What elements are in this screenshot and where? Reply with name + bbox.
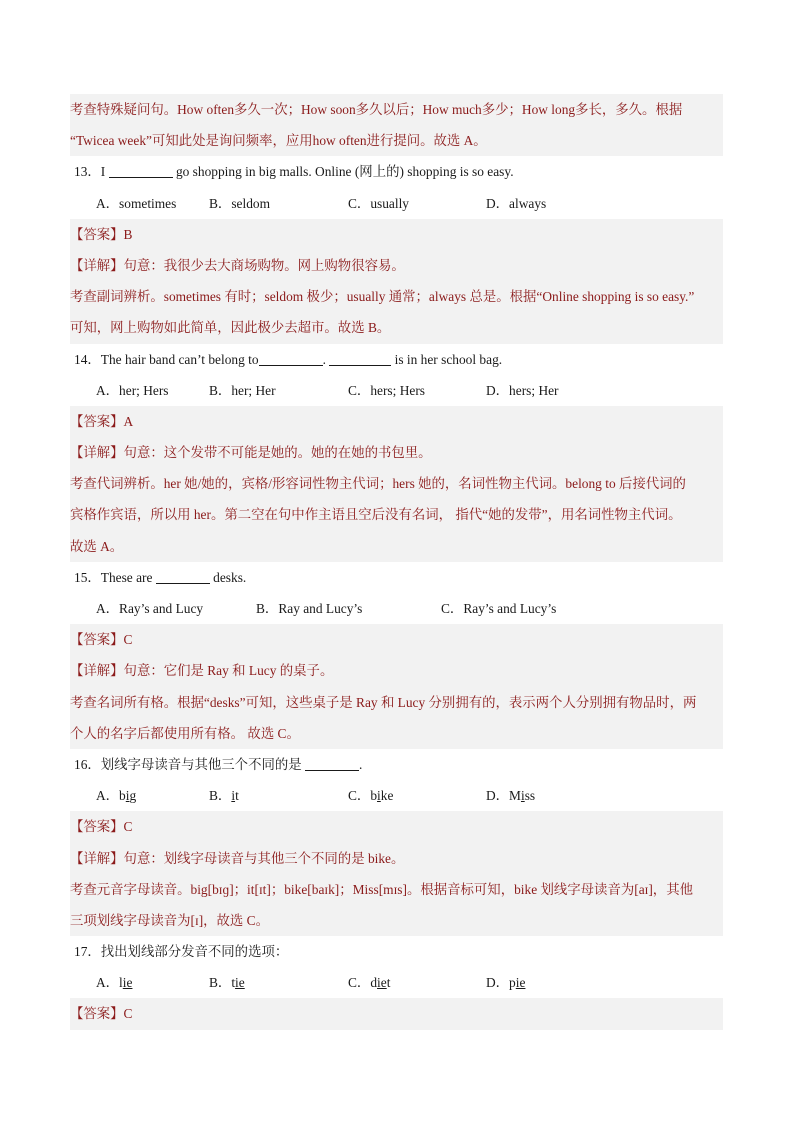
answer-17: 【答案】C [70,998,723,1029]
detail-line: 考查代词辨析。her 她/她的，宾格/形容词性物主代词；hers 她的，名词性物主代词。belong to 后接代词的 [70,468,723,499]
options-15 [70,593,723,624]
option-b: B．tie [209,975,245,991]
options-13 [70,188,723,219]
option-d: D．pie [486,975,526,991]
option-c: C．Ray’s and Lucy’s [441,601,557,616]
detail-line: 【详解】句意：划线字母读音与其他三个不同的是 bike。 [70,843,723,874]
detail-line: 三项划线字母读音为[ɪ]，故选 C。 [70,905,723,936]
document-page [70,94,723,1030]
option-a: A．her; Hers [96,382,169,398]
option-d: D．Miss [486,788,536,804]
question-13: 13．I go shopping in big malls. Online (网上的) shopping is so easy. [74,164,514,180]
question-16: 16．划线字母读音与其他三个不同的是 . [74,756,363,772]
option-b: B．seldom [209,195,271,211]
option-b: B．it [209,788,239,804]
detail-line: 故选 A。 [70,531,723,562]
option-a: A．lie [96,975,133,991]
question-15: 15．These are desks. [74,569,247,585]
options-17 [70,967,723,998]
option-a: A．sometimes [96,195,177,211]
answer-blank [305,756,359,771]
answer-blank [109,163,173,178]
detail-line: 考查元音字母读音。big[bɪɡ]；it[ɪt]；bike[baɪk]；Miss[mɪs]。根据音标可知，bike 划线字母读音为[aɪ]，其他 [70,874,723,905]
answer-13: 【答案】B [70,219,723,250]
question-17: 17．找出划线部分发音不同的选项： [74,944,289,960]
explanation-line: 考查特殊疑问句。How often多久一次；How soon多久以后；How much多少；How long多长，多久。根据 [70,94,723,125]
detail-line: 【详解】句意：它们是 Ray 和 Lucy 的桌子。 [70,655,723,686]
answer-blank [329,351,391,366]
option-d: D．hers; Her [486,382,559,398]
detail-line: 可知，网上购物如此简单，因此极少去超市。故选 B。 [70,312,723,343]
option-c: C．hers; Hers [348,382,425,398]
answer-16: 【答案】C [70,811,723,842]
detail-line: 【详解】句意：这个发带不可能是她的。她的在她的书包里。 [70,437,723,468]
option-d: D．always [486,195,547,211]
detail-line: 宾格作宾语，所以用 her。第二空在句中作主语且空后没有名词， 指代“她的发带”，用名词性物主代词。 [70,499,723,530]
detail-line: 个人的名字后都使用所有格。 故选 C。 [70,718,723,749]
option-a: A．Ray’s and Lucy [96,601,204,616]
options-16 [70,780,723,811]
option-c: C．usually [348,195,410,211]
answer-15: 【答案】C [70,624,723,655]
answer-blank [156,569,210,584]
detail-line: 考查名词所有格。根据“desks”可知，这些桌子是 Ray 和 Lucy 分别拥有的，表示两个人分别拥有物品时，两 [70,687,723,718]
option-c: C．diet [348,975,391,991]
answer-14: 【答案】A [70,406,723,437]
answer-blank [259,351,323,366]
option-c: C．bike [348,788,394,804]
option-b: B．her; Her [209,382,276,398]
explanation-line: “Twicea week”可知此处是询问频率，应用how often进行提问。故选 A。 [70,125,723,156]
options-14 [70,375,723,406]
detail-line: 【详解】句意：我很少去大商场购物。网上购物很容易。 [70,250,723,281]
option-a: A．big [96,788,137,804]
detail-line: 考查副词辨析。sometimes 有时；seldom 极少；usually 通常；always 总是。根据“Online shopping is so easy.” [70,281,723,312]
option-b: B．Ray and Lucy’s [256,601,363,616]
question-14: 14．The hair band can’t belong to . is in her school bag. [74,351,503,367]
